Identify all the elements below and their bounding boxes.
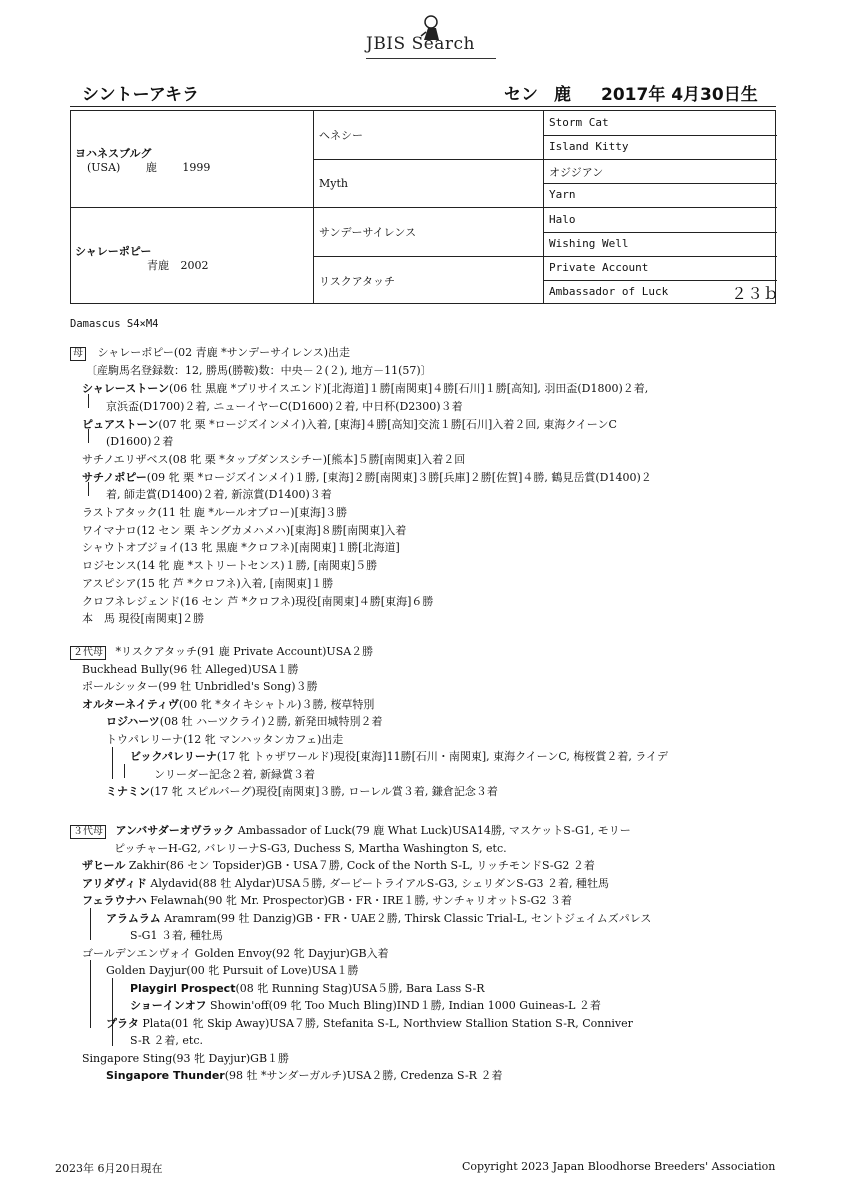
family-item: トウパレリーナ(12 牝 マンハッタンカフェ)出走	[106, 733, 344, 746]
family-item: Singapore Sting(93 牝 Dayjur)GB１勝	[82, 1052, 290, 1065]
produce-continuation: 京浜盃(D1700)２着, ニューイヤーC(D1600)２着, 中日杯(D2300)３着	[106, 400, 463, 413]
continuation-bar	[112, 978, 113, 1046]
continuation-bar	[124, 764, 125, 778]
dam-dam: リスクアタッチ	[319, 275, 396, 288]
ped-divider	[543, 135, 777, 136]
g3-ancestor: Ambassador of Luck	[549, 285, 669, 298]
dam-sire: サンデーサイレンス	[319, 226, 417, 239]
continuation-bar	[90, 960, 91, 1028]
family-name: プラタ	[106, 1017, 139, 1030]
footer-date: 2023年 6月20日現在	[55, 1162, 163, 1175]
family-item	[106, 1015, 633, 1031]
sire-year: 1999	[182, 161, 211, 174]
g3-ancestor: Storm Cat	[549, 116, 609, 129]
family-record: Zakhir(86 セン Topsider)GB・USA７勝, Cock of the North S-L, リッチモンドS-G2 ２着	[125, 859, 595, 872]
produce-item: ワイマナロ(12 セン 栗 キングカメハメハ)[東海]８勝[南関東]入着	[82, 524, 407, 537]
sire-sire: ヘネシー	[319, 129, 363, 142]
family-number: ２３ｂ	[731, 284, 780, 303]
produce-item: クロフネレジェンド(16 セン 芦 *クロフネ)現役[南関東]４勝[東海]６勝	[82, 595, 434, 608]
family-item	[130, 748, 668, 764]
family-item	[130, 997, 601, 1013]
family-item: Buckhead Bully(96 牡 Alleged)USA１勝	[82, 663, 299, 676]
family-item	[82, 892, 572, 908]
third-dam-line	[70, 822, 631, 839]
produce-continuation: 着, 師走賞(D1400)２着, 新涼賞(D1400)３着	[106, 488, 332, 501]
dam-details	[147, 257, 209, 273]
g3-ancestor: Wishing Well	[549, 237, 629, 250]
produce-item: サチノエリザベス(08 牝 栗 *タップダンスシチー)[熊本]５勝[南関東]入着２回	[82, 453, 466, 466]
continuation-bar	[112, 747, 113, 779]
produce-item: ラストアタック(11 牡 鹿 *ルールオブロー)[東海]３勝	[82, 506, 348, 519]
pedigree-table	[70, 110, 780, 304]
dam-produce-stats: 〔産駒馬名登録数：12, 勝馬(勝鞍)数：中央－２(２), 地方－11(57)〕	[86, 364, 432, 377]
dam-line	[70, 344, 350, 361]
family-record: Alydavid(88 牡 Alydar)USA５勝, ダービートライアルS-G3, シェリダンS-G3 ２着, 種牡馬	[146, 877, 610, 890]
horse-info	[504, 80, 758, 105]
family-item: Golden Dayjur(00 牝 Pursuit of Love)USA１勝	[106, 964, 359, 977]
sire-color: 鹿	[145, 161, 157, 174]
sire-details	[87, 159, 210, 175]
g3-ancestor: Island Kitty	[549, 140, 629, 153]
dam-year: 2002	[180, 259, 209, 272]
family-record: Ambassador of Luck(79 鹿 What Luck)USA14勝, マスケットS-G1, モリー	[234, 824, 631, 837]
produce-item: アスピシア(15 牝 芦 *クロフネ)入着, [南関東]１勝	[82, 577, 334, 590]
produce-item: ロジセンス(14 牝 鹿 *ストリートセンス)１勝, [南関東]５勝	[82, 559, 378, 572]
produce-item	[82, 469, 652, 485]
family-record: (98 牡 *サンダーガルチ)USA２勝, Credenza S-R ２着	[224, 1069, 503, 1082]
ped-divider	[543, 183, 777, 184]
family-continuation: S-G1 ３着, 種牡馬	[130, 929, 223, 942]
family-name: Playgirl Prospect	[130, 982, 236, 995]
family-record: Showin'off(09 牝 Too Much Bling)IND１勝, Indian 1000 Guineas-L ２着	[206, 999, 601, 1012]
ped-divider	[313, 256, 777, 257]
continuation-bar	[88, 394, 89, 408]
g3-ancestor: Private Account	[549, 261, 649, 274]
dam-color: 青鹿	[147, 259, 169, 272]
ped-divider	[543, 232, 777, 233]
family-name: アラムラム	[106, 912, 161, 925]
g3-ancestor: オジジアン	[549, 166, 604, 179]
continuation-bar	[90, 908, 91, 940]
family-record: Felawnah(90 牝 Mr. Prospector)GB・FR・IRE１勝, サンチャリオットS-G2 ３着	[146, 894, 572, 907]
family-record: (17 牝 スピルバーグ)現役[南関東]３勝, ローレル賞３着, 鎌倉記念３着	[150, 785, 498, 798]
family-item	[130, 980, 485, 996]
family-continuation: ンリーダー記念２着, 新緑賞３着	[154, 768, 315, 781]
dam-summary: シャレーポピー(02 青鹿 *サンデーサイレンス)出走	[97, 346, 350, 359]
family-name: ミナミン	[106, 785, 150, 798]
horse-color: 鹿	[554, 85, 571, 105]
family-name: アンバサダーオヴラック	[115, 824, 235, 837]
produce-record: (07 牝 栗 *ロージズインメイ)入着, [東海]４勝[高知]交流１勝[石川]入着２回, 東海クイーンC	[158, 418, 617, 431]
inbreeding-note: Damascus S4×M4	[70, 318, 159, 330]
sire-dam: Myth	[319, 177, 348, 190]
second-dam-line	[70, 643, 373, 660]
family-name: オルターネイティヴ	[82, 698, 179, 711]
produce-continuation: (D1600)２着	[106, 435, 174, 448]
family-item: ゴールデンエンヴォイ Golden Envoy(92 牝 Dayjur)GB入着	[82, 947, 389, 960]
family-name: ロジハーツ	[106, 715, 160, 728]
produce-name: ピュアストーン	[82, 418, 159, 431]
family-record: (08 牝 Running Stag)USA５勝, Bara Lass S-R	[235, 982, 485, 995]
logo-underline	[366, 58, 496, 59]
family-continuation: ピッチャーH-G2, バレリーナS-G3, Duchess S, Martha Washington S, etc.	[114, 842, 507, 855]
family-item	[106, 910, 651, 926]
family-item	[82, 696, 374, 712]
section-tag: 母	[70, 347, 86, 361]
produce-item	[82, 416, 617, 432]
produce-item: 本 馬 現役[南関東]２勝	[82, 612, 205, 625]
produce-name: サチノポピー	[82, 471, 147, 484]
family-item	[106, 783, 498, 799]
ped-divider	[71, 207, 777, 208]
produce-record: (06 牡 黒鹿 *プリサイスエンド)[北海道]１勝[南関東]４勝[石川]１勝[高知], 羽田盃(D1800)２着,	[169, 382, 649, 395]
section-tag: ３代母	[70, 825, 106, 839]
dam-name: シャレーポピー	[75, 245, 152, 258]
family-record: (17 牝 トゥザワールド)現役[東海]11勝[石川・南関東], 東海クイーンC, 梅桜賞２着, ライデ	[216, 750, 669, 763]
sire-origin: (USA)	[87, 161, 121, 174]
family-record: Plata(01 牝 Skip Away)USA７勝, Stefanita S-L, Northview Stallion Station S-R, Conniver	[138, 1017, 633, 1030]
jbis-logo	[366, 14, 496, 58]
family-record: (08 牡 ハーツクライ)２勝, 新発田城特別２着	[159, 715, 383, 728]
family-name: フェラウナハ	[82, 894, 147, 907]
family-name: ビックパレリーナ	[130, 750, 217, 763]
family-name: ショーインオフ	[130, 999, 207, 1012]
horse-birth: 2017年 4月30日生	[601, 85, 758, 105]
horse-sex: セン	[504, 85, 538, 105]
family-name: ザヒール	[82, 859, 126, 872]
g3-ancestor: Yarn	[549, 188, 576, 201]
g3-ancestor: Halo	[549, 213, 576, 226]
family-record: Aramram(99 牡 Danzig)GB・FR・UAE２勝, Thirsk Classic Trial-L, セントジェイムズパレス	[160, 912, 652, 925]
family-name: Singapore Thunder	[106, 1069, 225, 1082]
footer-copyright: Copyright 2023 Japan Bloodhorse Breeders' Association	[462, 1160, 776, 1173]
horse-name: シントーアキラ	[82, 85, 200, 105]
family-item	[82, 857, 595, 873]
sire-name: ヨハネスブルグ	[75, 147, 152, 160]
produce-record: (09 牝 栗 *ロージズインメイ)１勝, [東海]２勝[南関東]３勝[兵庫]２勝[佐賀]４勝, 鶴見岳賞(D1400)２	[146, 471, 652, 484]
family-record: (00 牝 *タイキシャトル)３勝, 桜草特別	[178, 698, 375, 711]
section-tag: ２代母	[70, 646, 106, 660]
second-dam-summary: *リスクアタッチ(91 鹿 Private Account)USA２勝	[115, 645, 374, 658]
produce-item	[82, 380, 648, 396]
family-item: ポールシッター(99 牡 Unbridled's Song)３勝	[82, 680, 318, 693]
family-name: アリダヴィド	[82, 877, 147, 890]
logo-text: JBIS Search	[366, 34, 476, 54]
family-continuation: S-R ２着, etc.	[130, 1034, 204, 1047]
title-divider	[70, 106, 776, 107]
family-item	[106, 713, 382, 729]
ped-divider	[313, 159, 777, 160]
produce-item: シャウトオブジョイ(13 牝 黒鹿 *クロフネ)[南関東]１勝[北海道]	[82, 541, 400, 554]
produce-name: シャレーストーン	[82, 382, 170, 395]
family-item	[106, 1067, 502, 1083]
family-item	[82, 875, 609, 891]
